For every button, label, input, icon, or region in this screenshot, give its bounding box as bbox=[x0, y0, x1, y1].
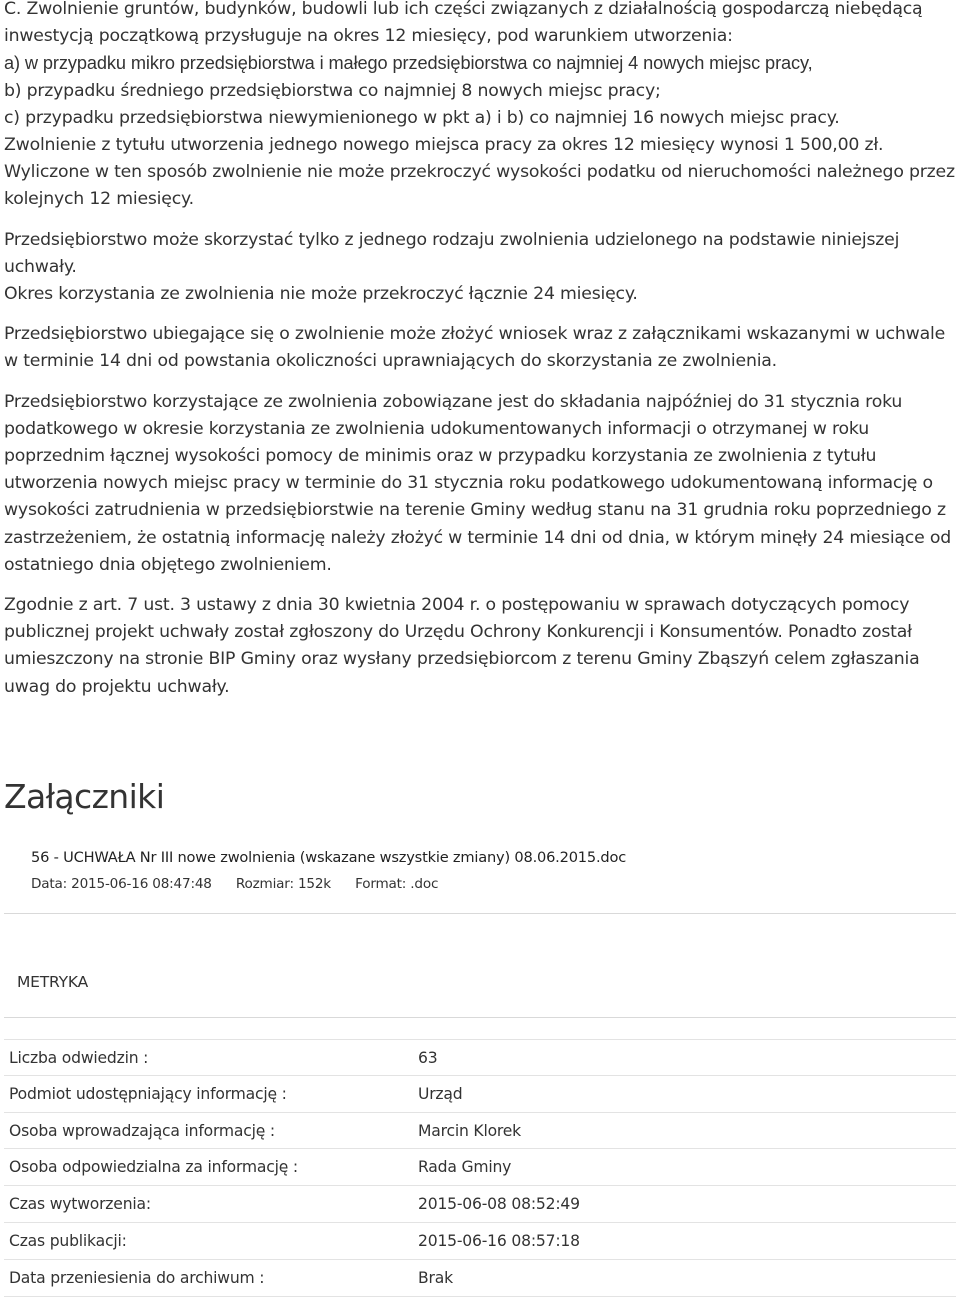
metryka-key: Czas publikacji: bbox=[9, 1231, 127, 1250]
metryka-key: Data przeniesienia do archiwum : bbox=[9, 1268, 265, 1287]
paragraph-single-exemption: Przedsiębiorstwo może skorzystać tylko z jednego rodzaju zwolnienia udzielonego na podstawie niniejszej uchwały. bbox=[4, 229, 900, 277]
metryka-row-created bbox=[4, 1186, 956, 1223]
metryka-key: Liczba odwiedzin : bbox=[9, 1049, 149, 1067]
attachments-heading: Załączniki bbox=[4, 777, 165, 816]
metryka-row-publisher bbox=[4, 1076, 956, 1113]
attachment-date: Data: 2015-06-16 08:47:48 bbox=[31, 876, 212, 892]
metryka-key: Czas wytworzenia: bbox=[9, 1195, 151, 1214]
metryka-value: 63 bbox=[418, 1049, 438, 1067]
metryka-key: Osoba odpowiedzialna za informację : bbox=[9, 1158, 298, 1177]
metryka-row-entered-by bbox=[4, 1113, 956, 1150]
metryka-key: Podmiot udostępniający informację : bbox=[9, 1084, 287, 1103]
metryka-value: 2015-06-08 08:52:49 bbox=[418, 1195, 580, 1214]
attachment-size: Rozmiar: 152k bbox=[235, 876, 331, 892]
article-body bbox=[4, 0, 956, 701]
metryka-value: Marcin Klorek bbox=[418, 1121, 522, 1140]
attachment-item bbox=[31, 847, 626, 894]
attachment-link[interactable]: 56 - UCHWAŁA Nr III nowe zwolnienia (wskazane wszystkie zmiany) 08.06.2015.doc bbox=[31, 849, 627, 866]
metryka-row-published bbox=[4, 1223, 956, 1260]
metryka-value: 2015-06-16 08:57:18 bbox=[418, 1231, 580, 1250]
metryka-row-responsible bbox=[4, 1149, 956, 1186]
paragraph-item-a: a) w przypadku mikro przedsiębiorstwa i małego przedsiębiorstwa co najmniej 4 nowych miejsc pracy, bbox=[4, 53, 813, 74]
metryka-value: Rada Gminy bbox=[418, 1158, 512, 1177]
metryka-row-archived bbox=[4, 1260, 956, 1297]
attachments-divider bbox=[4, 913, 956, 914]
metryka-value: Brak bbox=[418, 1268, 453, 1287]
paragraph-legal-basis: Zgodnie z art. 7 ust. 3 ustawy z dnia 30 kwietnia 2004 r. o postępowaniu w sprawach dotyczących pomocy publicznej projekt uchwały został zgłoszony do Urzędu Ochrony Konkurencji i Konsumentów. Ponadto został umieszczony na stronie BIP Gminy oraz wysłany przedsiębiorcom z terenu Gminy Zbąszyń celem zgłaszania uwag do projektu uchwały. bbox=[4, 595, 920, 697]
paragraph-limit: Wyliczone w ten sposób zwolnienie nie może przekroczyć wysokości podatku od nieruchomości należnego przez kolejnych 12 miesięcy. bbox=[4, 162, 955, 210]
paragraph-amount: Zwolnienie z tytułu utworzenia jednego nowego miejsca pracy za okres 12 miesięcy wynosi 1 500,00 zł. bbox=[4, 135, 884, 156]
paragraph-period: Okres korzystania ze zwolnienia nie może przekroczyć łącznie 24 miesięcy. bbox=[4, 284, 638, 305]
paragraph-application: Przedsiębiorstwo ubiegające się o zwolnienie może złożyć wniosek wraz z załącznikami wskazanymi w uchwale w terminie 14 dni od powstania okoliczności uprawniających do skorzystania ze zwolnienia. bbox=[4, 324, 946, 372]
attachment-format: Format: .doc bbox=[355, 876, 439, 892]
metryka-divider bbox=[4, 1017, 956, 1018]
metryka-label: METRYKA bbox=[17, 973, 88, 991]
metryka-key: Osoba wprowadzająca informację : bbox=[9, 1121, 275, 1140]
attachment-meta bbox=[31, 874, 626, 894]
paragraph-obligations: Przedsiębiorstwo korzystające ze zwolnienia zobowiązane jest do składania najpóźniej do 31 stycznia roku podatkowego w okresie korzystania ze zwolnienia udokumentowanych informacji o otrzymanej w roku poprzednim łącznej wysokości pomocy de minimis oraz w przypadku korzystania ze zwolnienia z tytułu utworzenia nowych miejsc pracy w terminie do 31 stycznia roku podatkowego udokumentowaną informację o wysokości zatrudnienia w przedsiębiorstwie na terenie Gminy według stanu na 31 grudnia roku poprzedniego z zastrzeżeniem, że ostatnią informację należy złożyć w terminie 14 dni od dnia, w którym minęły 24 miesiące od ostatniego dnia objętego zwolnieniem. bbox=[4, 391, 951, 575]
paragraph-intro: C. Zwolnienie gruntów, budynków, budowli lub ich części związanych z działalnością gospodarczą niebędącą inwestycją początkową przysługuje na okres 12 miesięcy, pod warunkiem utworzenia: bbox=[4, 0, 923, 47]
metryka-table bbox=[4, 1039, 956, 1297]
metryka-row-visits bbox=[4, 1039, 956, 1076]
paragraph-item-c: c) przypadku przedsiębiorstwa niewymienionego w pkt a) i b) co najmniej 16 nowych miejsc pracy. bbox=[4, 107, 840, 128]
metryka-value: Urząd bbox=[418, 1084, 463, 1103]
paragraph-item-b: b) przypadku średniego przedsiębiorstwa co najmniej 8 nowych miejsc pracy; bbox=[4, 80, 661, 101]
